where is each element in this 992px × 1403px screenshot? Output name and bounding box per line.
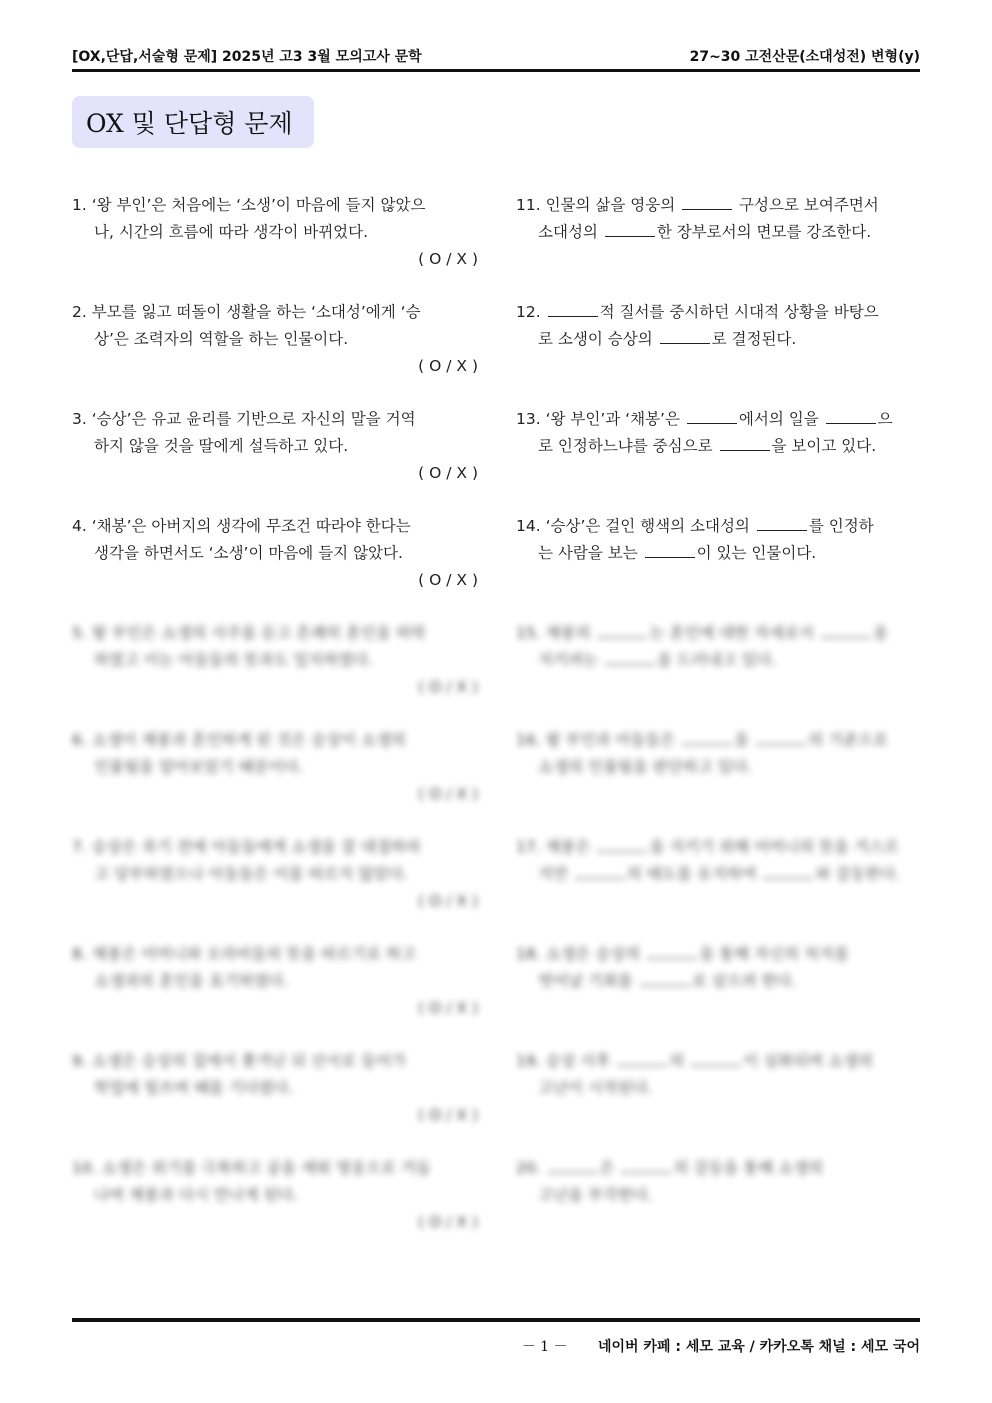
answer-blank[interactable] bbox=[597, 837, 647, 852]
question-text-line bbox=[516, 192, 922, 219]
question-text-line bbox=[516, 861, 922, 888]
question-text-segment: 은 bbox=[599, 1159, 620, 1177]
question-text-segment: 19. 승상 사후 bbox=[516, 1052, 616, 1070]
answer-blank[interactable] bbox=[763, 864, 813, 879]
header-left-title: [OX,단답,서술형 문제] 2025년 고3 3월 모의고사 문학 bbox=[72, 49, 422, 65]
question-text-segment: 을 보이고 있다. bbox=[771, 437, 877, 455]
short-answer-question bbox=[516, 620, 922, 727]
question-text-line bbox=[516, 406, 922, 433]
question-text-segment: 를 인정하 bbox=[808, 517, 874, 535]
question-text-segment: 14. ‘승상’은 걸인 행색의 소대성의 bbox=[516, 517, 755, 535]
question-text-segment: 는 혼인에 대한 자세로서 bbox=[649, 624, 819, 642]
question-text-line bbox=[516, 727, 922, 754]
question-text-segment: 로 인정하느냐를 중심으로 bbox=[538, 437, 718, 455]
header-right-title: 27~30 고전산문(소대성전) 변형(y) bbox=[689, 49, 920, 65]
question-text-segment: 을 드러내고 있다. bbox=[656, 651, 777, 669]
question-text-segment: 소생의 인물됨을 판단하고 있다. bbox=[538, 758, 753, 776]
short-answer-question bbox=[516, 1155, 922, 1262]
answer-blank[interactable] bbox=[720, 436, 770, 451]
question-text-line: 2. 부모를 잃고 떠돌이 생활을 하는 ‘소대성’에게 ‘승 bbox=[72, 303, 421, 321]
question-text-segment: 이 심화되며 소생의 bbox=[743, 1052, 873, 1070]
question-text-line bbox=[516, 513, 922, 540]
ox-question bbox=[72, 834, 478, 941]
question-text-line: 하였고 이는 아들들의 뜻과도 일치하였다. bbox=[94, 651, 374, 669]
question-text-segment: 로 소생이 승상의 bbox=[538, 330, 658, 348]
question-text-segment: 이 있는 인물이다. bbox=[696, 544, 817, 562]
question-text-line: 하지 않을 것을 딸에게 설득하고 있다. bbox=[94, 437, 349, 455]
answer-blank[interactable] bbox=[660, 329, 710, 344]
ox-choice[interactable]: ( O / X ) bbox=[418, 357, 478, 375]
page-number: － 1 － bbox=[521, 1339, 568, 1355]
question-text-segment: 12. bbox=[516, 303, 546, 321]
question-text-line: 고 당부하였으나 아들들은 이를 따르지 않았다. bbox=[94, 865, 409, 883]
question-text-segment: 의 기준으로 bbox=[808, 731, 888, 749]
ox-question bbox=[72, 727, 478, 834]
page-header bbox=[72, 44, 920, 68]
section-title-box bbox=[72, 96, 314, 148]
answer-blank[interactable] bbox=[597, 623, 647, 638]
question-text-line bbox=[516, 834, 922, 861]
question-text-line bbox=[516, 1182, 922, 1209]
question-text-line bbox=[516, 326, 922, 353]
question-text-segment: 으 bbox=[877, 410, 893, 428]
ox-choice[interactable]: ( O / X ) bbox=[418, 785, 478, 803]
question-text-segment: 15. 채봉의 bbox=[516, 624, 596, 642]
answer-blank[interactable] bbox=[647, 944, 697, 959]
question-text-line: 인물됨을 알아보았기 때문이다. bbox=[94, 758, 304, 776]
question-text-line: 상’은 조력자의 역할을 하는 인물이다. bbox=[94, 330, 349, 348]
section-title: OX 및 단답형 문제 bbox=[86, 109, 293, 138]
short-answer-question bbox=[516, 299, 922, 406]
question-text-segment: 는 사람을 보는 bbox=[538, 544, 643, 562]
question-text-line: 나, 시간의 흐름에 따라 생각이 바뀌었다. bbox=[94, 223, 369, 241]
answer-blank[interactable] bbox=[682, 195, 732, 210]
question-text-segment: 17. 채봉은 bbox=[516, 838, 596, 856]
question-text-segment: 구성으로 보여주면서 bbox=[734, 196, 879, 214]
question-text-segment: 의 bbox=[669, 1052, 690, 1070]
answer-blank[interactable] bbox=[756, 730, 806, 745]
question-text-segment: 을 bbox=[872, 624, 888, 642]
ox-question bbox=[72, 299, 478, 406]
short-answer-question bbox=[516, 834, 922, 941]
ox-question-column bbox=[72, 192, 478, 1262]
answer-blank[interactable] bbox=[691, 1051, 741, 1066]
question-text-segment: 11. 인물의 삶을 영웅의 bbox=[516, 196, 681, 214]
question-text-line bbox=[516, 1075, 922, 1102]
question-text-line bbox=[516, 968, 922, 995]
header-rule bbox=[72, 69, 920, 72]
question-text-segment: 로 결정된다. bbox=[711, 330, 797, 348]
question-text-line: 나며 채봉과 다시 만나게 된다. bbox=[94, 1186, 299, 1204]
question-text-line bbox=[516, 219, 922, 246]
answer-blank[interactable] bbox=[621, 1158, 671, 1173]
ox-question bbox=[72, 1155, 478, 1262]
question-text-segment: 로 삼으려 한다. bbox=[691, 972, 797, 990]
short-answer-question bbox=[516, 727, 922, 834]
question-text-line: 7. 승상은 죽기 전에 아들들에게 소생을 잘 대접하라 bbox=[72, 838, 421, 856]
ox-question bbox=[72, 513, 478, 620]
question-text-line: 4. ‘채봉’은 아버지의 생각에 무조건 따라야 한다는 bbox=[72, 517, 411, 535]
question-text-line: 6. 소생이 채봉과 혼인하게 된 것은 승상이 소생의 bbox=[72, 731, 406, 749]
question-text-line: 9. 소생은 승상의 집에서 쫓겨난 뒤 산사로 들어가 bbox=[72, 1052, 406, 1070]
ox-choice[interactable]: ( O / X ) bbox=[418, 678, 478, 696]
answer-blank[interactable] bbox=[548, 1158, 598, 1173]
question-text-line: 3. ‘승상’은 유교 윤리를 기반으로 자신의 말을 거역 bbox=[72, 410, 416, 428]
question-text-segment: 의 태도를 유지하여 bbox=[626, 865, 762, 883]
question-text-line bbox=[516, 941, 922, 968]
question-text-segment: 고난을 부각한다. bbox=[538, 1186, 653, 1204]
question-text-line bbox=[516, 754, 922, 781]
question-text-segment: 벗어날 기회를 bbox=[538, 972, 638, 990]
answer-blank[interactable] bbox=[757, 516, 807, 531]
question-text-segment: 16. 왕 부인과 아들들은 bbox=[516, 731, 681, 749]
question-text-line: 1. ‘왕 부인’은 처음에는 ‘소생’이 마음에 들지 않았으 bbox=[72, 196, 426, 214]
question-text-line bbox=[516, 540, 922, 567]
answer-blank[interactable] bbox=[617, 1051, 667, 1066]
ox-question bbox=[72, 192, 478, 299]
question-text-line bbox=[516, 299, 922, 326]
question-text-line: 8. 채봉은 어머니와 오라비들의 뜻을 따르기로 하고 bbox=[72, 945, 416, 963]
question-text-segment: 고난이 시작된다. bbox=[538, 1079, 653, 1097]
question-text-segment: 20. bbox=[516, 1159, 546, 1177]
ox-question bbox=[72, 406, 478, 513]
answer-blank[interactable] bbox=[548, 302, 598, 317]
question-text-line bbox=[516, 433, 922, 460]
question-text-line bbox=[516, 620, 922, 647]
question-text-segment: 지만 bbox=[538, 865, 573, 883]
question-text-segment: 와 갈등한다. bbox=[815, 865, 901, 883]
question-text-line bbox=[516, 647, 922, 674]
question-text-line: 5. 왕 부인은 소생의 사주를 듣고 흔쾌히 혼인을 허락 bbox=[72, 624, 426, 642]
short-answer-column bbox=[516, 192, 922, 1262]
ox-question bbox=[72, 941, 478, 1048]
ox-choice[interactable]: ( O / X ) bbox=[418, 464, 478, 482]
question-text-segment: 한 장부로서의 면모를 강조한다. bbox=[656, 223, 872, 241]
question-text-segment: 을 지키기 위해 어머니의 뜻을 거스르 bbox=[649, 838, 899, 856]
question-text-line: 학업에 힘쓰며 때를 기다렸다. bbox=[94, 1079, 294, 1097]
ox-choice[interactable]: ( O / X ) bbox=[418, 1106, 478, 1124]
question-text-segment: 을 bbox=[734, 731, 755, 749]
answer-blank[interactable] bbox=[575, 864, 625, 879]
question-text-line: 생각을 하면서도 ‘소생’이 마음에 들지 않았다. bbox=[94, 544, 403, 562]
answer-blank[interactable] bbox=[826, 409, 876, 424]
question-text-segment: 을 통해 자신의 처지를 bbox=[699, 945, 849, 963]
question-text-segment: 13. ‘왕 부인’과 ‘채봉’은 bbox=[516, 410, 685, 428]
short-answer-question bbox=[516, 513, 922, 620]
question-text-segment: 의 갈등을 통해 소생의 bbox=[673, 1159, 824, 1177]
ox-choice[interactable]: ( O / X ) bbox=[418, 999, 478, 1017]
ox-choice[interactable]: ( O / X ) bbox=[418, 250, 478, 268]
ox-choice[interactable]: ( O / X ) bbox=[418, 1213, 478, 1231]
question-text-segment: 소대성의 bbox=[538, 223, 603, 241]
question-text-segment: 18. 소생은 승상의 bbox=[516, 945, 646, 963]
short-answer-question bbox=[516, 1048, 922, 1155]
answer-blank[interactable] bbox=[645, 543, 695, 558]
question-text-line: 소생과의 혼인을 포기하였다. bbox=[94, 972, 289, 990]
answer-blank[interactable] bbox=[682, 730, 732, 745]
footer-rule bbox=[72, 1318, 920, 1322]
question-text-line: 10. 소생은 위기를 극복하고 공을 세워 영웅으로 거듭 bbox=[72, 1159, 431, 1177]
ox-question bbox=[72, 620, 478, 727]
ox-question bbox=[72, 1048, 478, 1155]
answer-blank[interactable] bbox=[821, 623, 871, 638]
question-text-segment: 에서의 일을 bbox=[738, 410, 824, 428]
ox-choice[interactable]: ( O / X ) bbox=[418, 571, 478, 589]
question-text-line bbox=[516, 1155, 922, 1182]
short-answer-question bbox=[516, 406, 922, 513]
page-footer bbox=[522, 1336, 920, 1356]
answer-blank[interactable] bbox=[687, 409, 737, 424]
short-answer-question bbox=[516, 941, 922, 1048]
ox-choice[interactable]: ( O / X ) bbox=[418, 892, 478, 910]
footer-info: 네이버 카페 : 세모 교육 / 카카오톡 채널 : 세모 국어 bbox=[597, 1339, 920, 1355]
question-text-segment: 지키려는 bbox=[538, 651, 603, 669]
answer-blank[interactable] bbox=[605, 222, 655, 237]
answer-blank[interactable] bbox=[640, 971, 690, 986]
question-text-line bbox=[516, 1048, 922, 1075]
answer-blank[interactable] bbox=[605, 650, 655, 665]
question-text-segment: 적 질서를 중시하던 시대적 상황을 바탕으 bbox=[599, 303, 879, 321]
short-answer-question bbox=[516, 192, 922, 299]
